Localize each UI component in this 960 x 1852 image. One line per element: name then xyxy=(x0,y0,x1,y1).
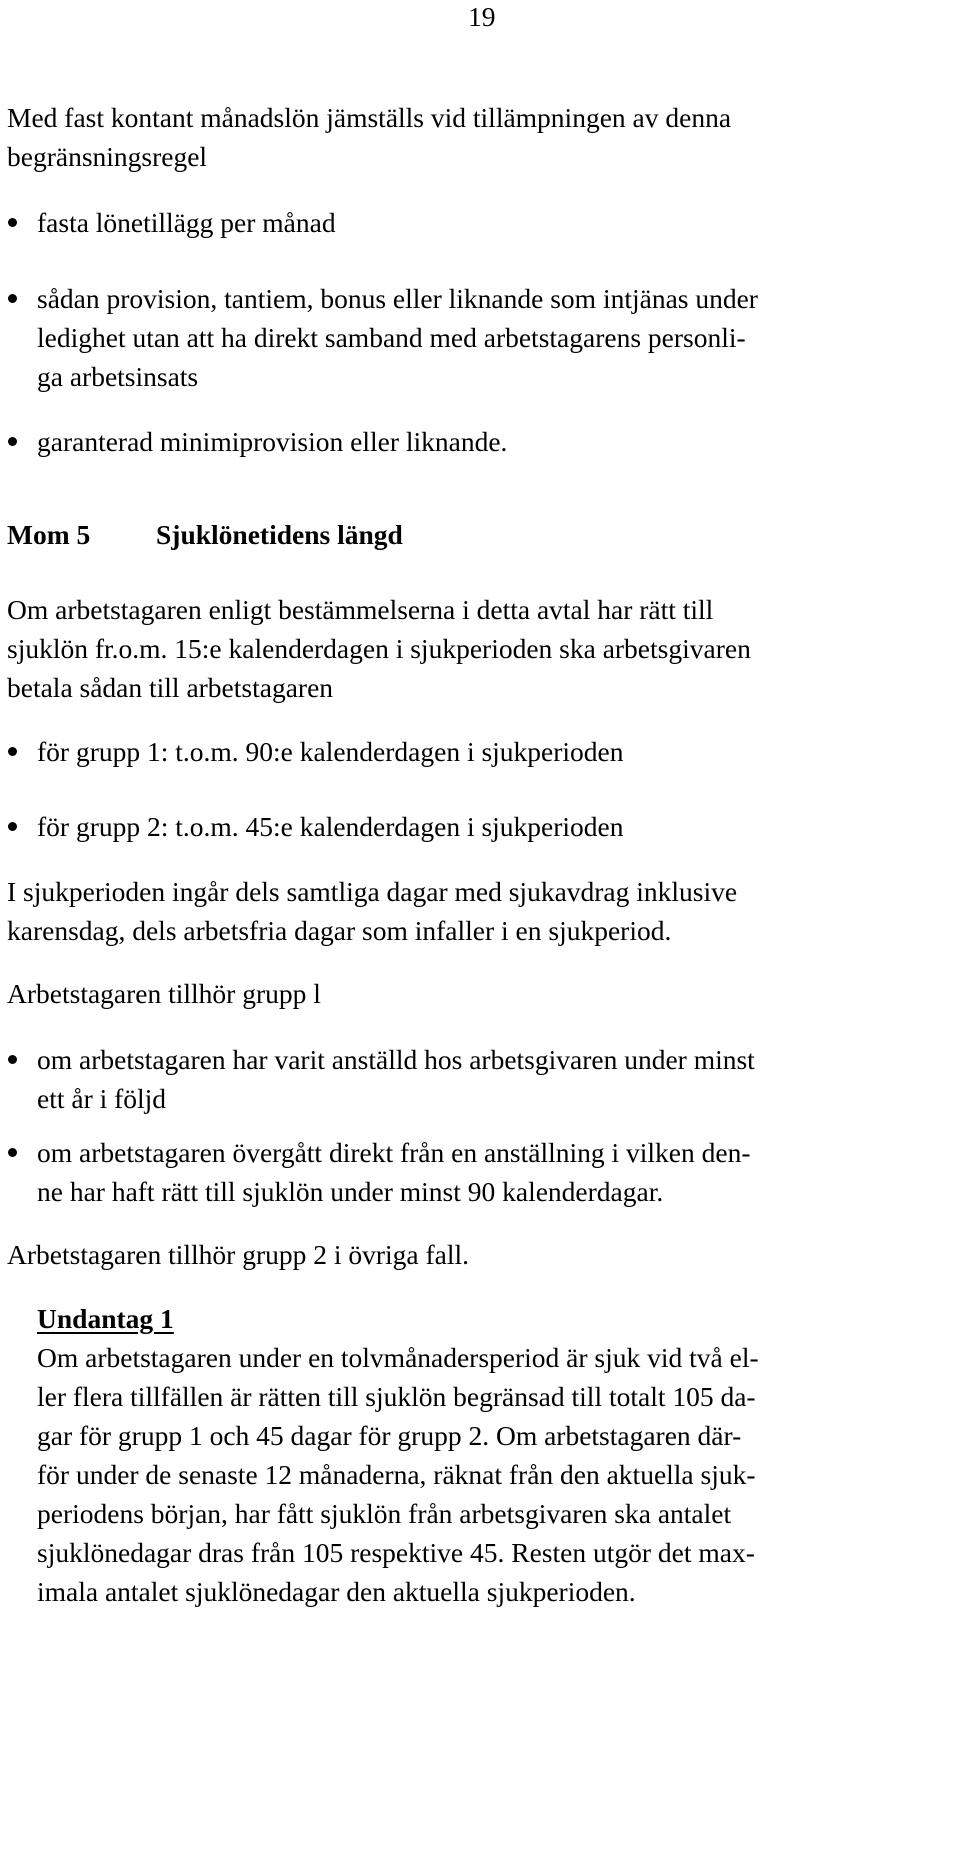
exception-line: periodens början, har fått sjuklön från arbetsgivaren ska antalet xyxy=(37,1498,732,1529)
bullet-icon xyxy=(8,1148,17,1157)
exception-line: ler flera tillfällen är rätten till sjuklön begränsad till totalt 105 da- xyxy=(37,1381,756,1412)
exception-line: imala antalet sjuklönedagar den aktuella sjukperioden. xyxy=(37,1576,636,1607)
list-item: ledighet utan att ha direkt samband med arbetstagarens personli- xyxy=(37,322,746,353)
paragraph-line: Arbetstagaren tillhör grupp l xyxy=(7,978,321,1009)
list-item: ga arbetsinsats xyxy=(37,361,199,392)
paragraph-line: I sjukperioden ingår dels samtliga dagar med sjukavdrag inklusive xyxy=(7,876,738,907)
exception-line: för under de senaste 12 månaderna, räknat från den aktuella sjuk- xyxy=(37,1459,756,1490)
list-item: ne har haft rätt till sjuklön under minst 90 kalenderdagar. xyxy=(37,1176,664,1207)
intro-line: begränsningsregel xyxy=(7,141,208,172)
exception-heading: Undantag 1 xyxy=(37,1303,174,1334)
section-number: Mom 5 xyxy=(7,519,91,550)
bullet-icon xyxy=(8,294,17,303)
paragraph-line: Arbetstagaren tillhör grupp 2 i övriga fall. xyxy=(7,1239,470,1270)
list-item: om arbetstagaren övergått direkt från en anställning i vilken den- xyxy=(37,1137,751,1168)
list-item: garanterad minimiprovision eller liknande. xyxy=(37,426,508,457)
list-item: fasta lönetillägg per månad xyxy=(37,207,336,238)
paragraph-line: sjuklön fr.o.m. 15:e kalenderdagen i sjukperioden ska arbetsgivaren xyxy=(7,633,751,664)
list-item: för grupp 1: t.o.m. 90:e kalenderdagen i sjukperioden xyxy=(37,736,624,767)
paragraph-line: karensdag, dels arbetsfria dagar som infaller i en sjukperiod. xyxy=(7,915,672,946)
list-item: sådan provision, tantiem, bonus eller liknande som intjänas under xyxy=(37,283,758,314)
exception-line: Om arbetstagaren under en tolvmånadersperiod är sjuk vid två el- xyxy=(37,1342,759,1373)
exception-line: gar för grupp 1 och 45 dagar för grupp 2. Om arbetstagaren där- xyxy=(37,1420,742,1451)
paragraph-line: Om arbetstagaren enligt bestämmelserna i detta avtal har rätt till xyxy=(7,594,714,625)
intro-line: Med fast kontant månadslön jämställs vid tillämpningen av denna xyxy=(7,102,732,133)
list-item: för grupp 2: t.o.m. 45:e kalenderdagen i sjukperioden xyxy=(37,811,624,842)
paragraph-line: betala sådan till arbetstagaren xyxy=(7,672,334,703)
bullet-icon xyxy=(8,1055,17,1064)
bullet-icon xyxy=(8,218,17,227)
bullet-icon xyxy=(8,437,17,446)
section-title: Sjuklönetidens längd xyxy=(156,519,403,550)
bullet-icon xyxy=(8,747,17,756)
list-item: ett år i följd xyxy=(37,1083,167,1114)
exception-line: sjuklönedagar dras från 105 respektive 45. Resten utgör det max- xyxy=(37,1537,755,1568)
page-number: 19 xyxy=(468,1,496,32)
list-item: om arbetstagaren har varit anställd hos arbetsgivaren under minst xyxy=(37,1044,755,1075)
bullet-icon xyxy=(8,822,17,831)
